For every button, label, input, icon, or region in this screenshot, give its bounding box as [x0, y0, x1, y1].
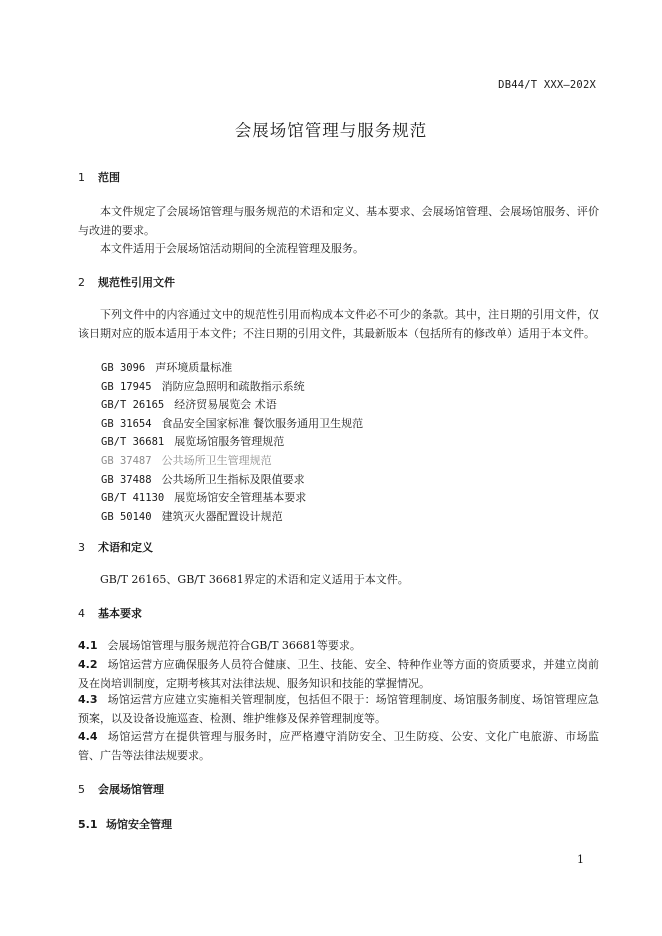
clause-number: 4.3 — [78, 693, 98, 706]
page-number: 1 — [577, 853, 584, 866]
normative-references-paragraph: 下列文件中的内容通过文中的规范性引用而构成本文件必不可少的条款。其中，注日期的引用文件，仅该日期对应的版本适用于本文件；不注日期的引用文件，其最新版本（包括所有的修改单）适用于本文件。 — [78, 308, 599, 340]
reference-title: 食品安全国家标准 餐饮服务通用卫生规范 — [161, 416, 364, 430]
section-number: 4 — [78, 607, 85, 620]
section-1-heading — [78, 169, 120, 185]
terms-paragraph: GB/T 26165、GB/T 36681界定的术语和定义适用于本文件。 — [100, 573, 409, 586]
reference-code: GB 31654 — [101, 417, 152, 430]
document-title: 会展场馆管理与服务规范 — [234, 121, 428, 140]
reference-title: 消防应急照明和疏散指示系统 — [161, 379, 305, 393]
section-title: 场馆安全管理 — [106, 818, 172, 831]
reference-title: 公共场所卫生指标及限值要求 — [161, 472, 305, 486]
reference-title: 展览场馆安全管理基本要求 — [174, 491, 307, 505]
reference-item — [101, 433, 363, 452]
section-5-heading — [78, 781, 164, 797]
clause-number: 4.4 — [78, 730, 98, 743]
reference-item — [101, 471, 363, 490]
section-title: 术语和定义 — [98, 541, 153, 554]
reference-item — [101, 452, 363, 471]
section-title: 基本要求 — [98, 607, 142, 620]
reference-code: GB 37487 — [101, 454, 152, 467]
scope-paragraph-1: 本文件规定了会展场馆管理与服务规范的术语和定义、基本要求、会展场馆管理、会展场馆服务、评价与改进的要求。 — [78, 205, 599, 237]
clause-4-3 — [78, 690, 599, 728]
clause-text: 场馆运营方在提供管理与服务时，应严格遵守消防安全、卫生防疫、公安、文化广电旅游、市场监管、广告等法律法规要求。 — [78, 730, 599, 762]
clause-4-2 — [78, 655, 599, 693]
reference-code: GB/T 36681 — [101, 436, 165, 449]
clause-text: 会展场馆管理与服务规范符合GB/T 36681等要求。 — [107, 639, 361, 652]
reference-title: 声环境质量标准 — [155, 361, 233, 374]
reference-item — [101, 396, 363, 415]
reference-item — [101, 489, 363, 508]
section-number: 3 — [78, 541, 85, 554]
clause-number: 4.1 — [78, 639, 98, 652]
reference-item — [101, 508, 363, 527]
section-title: 范围 — [98, 171, 120, 184]
section-2-heading — [78, 274, 175, 290]
clause-4-1 — [78, 636, 599, 655]
section-title: 会展场馆管理 — [98, 783, 164, 796]
reference-title: 公共场所卫生管理规范 — [161, 453, 272, 467]
reference-title: 展览场馆服务管理规范 — [174, 435, 285, 449]
section-number: 5.1 — [78, 818, 98, 831]
reference-code: GB 50140 — [101, 510, 152, 523]
reference-code: GB/T 41130 — [101, 492, 165, 505]
reference-item — [101, 359, 363, 378]
section-number: 1 — [78, 171, 85, 184]
section-3-heading — [78, 539, 153, 555]
clause-4-4 — [78, 727, 599, 765]
section-title: 规范性引用文件 — [98, 276, 175, 289]
reference-title: 建筑灭火器配置设计规范 — [161, 509, 283, 523]
reference-code: GB 37488 — [101, 473, 152, 486]
reference-code: GB 3096 — [101, 362, 146, 374]
reference-title: 经济贸易展览会 术语 — [174, 398, 277, 412]
reference-list — [101, 359, 363, 526]
reference-code: GB 17945 — [101, 380, 152, 393]
reference-code: GB/T 26165 — [101, 399, 165, 412]
clause-text: 场馆运营方应确保服务人员符合健康、卫生、技能、安全、特种作业等方面的资质要求，并建立岗前及在岗培训制度，定期考核其对法律法规、服务知识和技能的掌握情况。 — [78, 658, 599, 690]
clause-number: 4.2 — [78, 658, 98, 671]
reference-item — [101, 378, 363, 397]
section-number: 5 — [78, 783, 85, 796]
document-code: DB44/T XXX—202X — [498, 79, 596, 91]
section-5-1-heading — [78, 816, 172, 832]
clause-text: 场馆运营方应建立实施相关管理制度，包括但不限于：场馆管理制度、场馆服务制度、场馆管理应急预案，以及设备设施巡查、检测、维护维修及保养管理制度等。 — [78, 693, 599, 725]
section-number: 2 — [78, 276, 85, 289]
reference-item — [101, 415, 363, 434]
scope-paragraph-2: 本文件适用于会展场馆活动期间的全流程管理及服务。 — [100, 242, 364, 255]
section-4-heading — [78, 605, 142, 621]
